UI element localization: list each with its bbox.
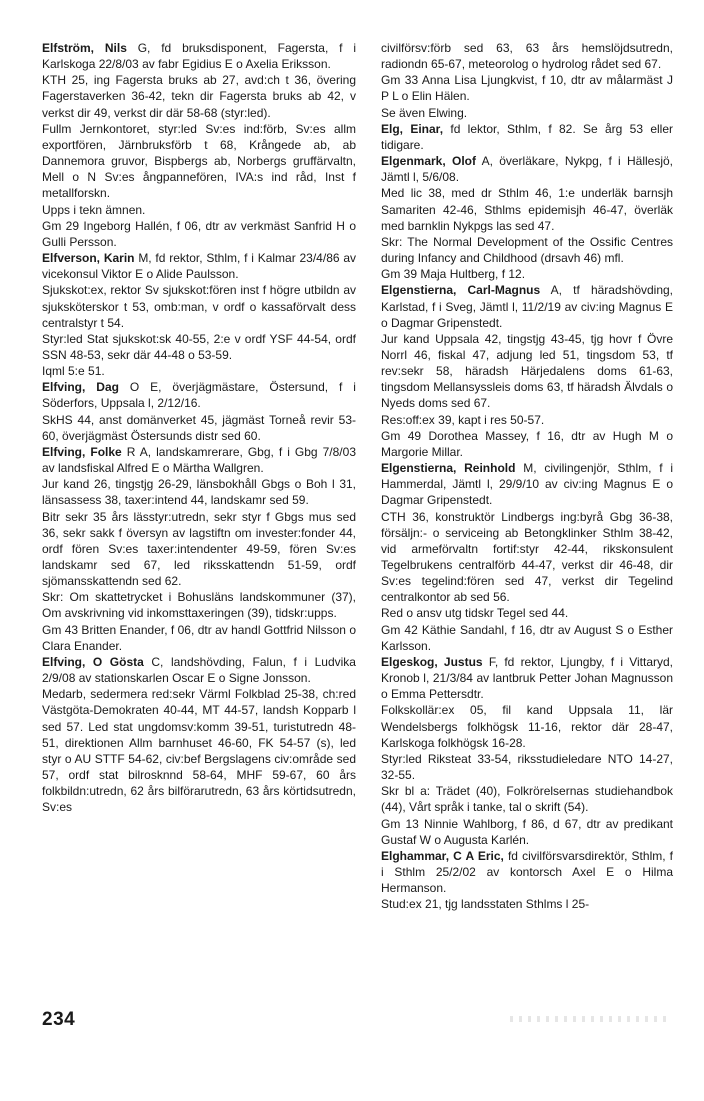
entry-paragraph: Iqml 5:e 51. — [42, 364, 105, 379]
cross-reference-name: Elwing. — [428, 105, 468, 120]
entry-surname: Elg, — [381, 121, 404, 136]
entry-paragraph: Gm 39 Maja Hultberg, f 12. — [381, 267, 526, 282]
entry-elfving-gosta — [42, 654, 356, 686]
entry-text: R A, landskamrerare, Gbg, f i Gbg 7/8/03 av landsfiskal Alfred E o Märtha Wallgren. — [42, 444, 356, 476]
entry-paragraph: SkHS 44, anst domänverket 45, jägmäst Torneå revir 53-60, överjägmäst Östersunds distr sed 60. — [42, 412, 356, 443]
entry-paragraph: Sjukskot:ex, rektor Sv sjukskot:fören inst f högre utbildn av sjuksköterskor t 53, omb:man, v ordf o kassaförvalt dess centralstyr t 54. — [42, 283, 356, 330]
entry-given-name: Nils — [104, 41, 127, 55]
entry-paragraph: Folkskollär:ex 05, fil kand Uppsala 11, lär Wendelsbergs folkhögsk 11-16, rektor där 28-47, Karlskoga folkhögsk 16-28. — [381, 703, 673, 750]
entry-given-name: O Gösta — [92, 654, 144, 669]
left-column — [42, 40, 356, 816]
entry-elfverson-karin — [42, 250, 356, 282]
entry-elg-einar — [381, 121, 673, 153]
entry-given-name: Dag — [96, 380, 119, 395]
entry-elfving-folke — [42, 444, 356, 476]
entry-paragraph: Res:off:ex 39, kapt i res 50-57. — [381, 412, 545, 427]
entry-elfstrom-nils — [42, 40, 356, 72]
entry-given-name: Olof — [451, 154, 476, 169]
entry-paragraph: Skr bl a: Trädet (40), Folkrörelsernas studiehandbok (44), Vårt språk i tanke, tal o skrift (54). — [381, 784, 673, 815]
entry-given-name: Folke — [90, 444, 122, 459]
entry-paragraph: Bitr sekr 35 års lässtyr:utredn, sekr styr f Gbgs mus sed 36, sekr sakk f översyn av lagstiftn om invester:fonder 44, ordf fören Sv:es taxer:intendenter 49-59, fören Sv:es landskamr sed 67, led riksskattendn 51-59, ordf sjömansskattendn sed 62. — [42, 509, 356, 589]
entry-text: O E, överjägmästare, Östersund, f i Söderfors, Uppsala l, 2/12/16. — [42, 380, 356, 411]
entry-paragraph: Jur kand 26, tingstjg 26-29, länsbokhåll Gbgs o Boh l 31, länsassess 38, taxer:intend 44, landskamr sed 59. — [42, 477, 356, 508]
entry-paragraph: Stud:ex 21, tjg landsstaten Sthlms l 25- — [381, 897, 590, 912]
entry-surname: Elfving, — [42, 654, 86, 669]
entry-text: F, fd rektor, Ljungby, f i Vittaryd, Kronob l, 21/3/84 av lantbruk Petter Johan Magnusson o Emma Pettersdtr. — [381, 654, 674, 702]
entry-surname: Elgeskog, — [381, 654, 438, 669]
entry-surname: Elfving, — [42, 380, 86, 395]
entry-paragraph: Gm 42 Käthie Sandahl, f 16, dtr av August S o Esther Karlsson. — [381, 622, 673, 653]
entry-surname: Elgenmark, — [381, 154, 446, 169]
entry-text: fd lektor, Sthlm, f 82. Se årg 53 eller tidigare. — [381, 121, 673, 152]
entry-text: fd civilförsvarsdirektör, Sthlm, f i Sthlm 25/2/02 av kontorsch Axel E o Hilma Hermanson. — [381, 848, 674, 896]
entry-paragraph: Gm 29 Ingeborg Hallén, f 06, dtr av verkmäst Sanfrid H o Gulli Persson. — [42, 218, 356, 249]
entry-paragraph: CTH 36, konstruktör Lindbergs ing:byrå Gbg 36-38, försäljn:- o serviceing ab Betongklinker Sthlm 38-42, vid armeförvaltn fortif:styr 42-44, rikskonsulent Tegelbrukens centralförb 44-47, verkst dir 46-48, dir Sv:es tegelind:fören sed 47, verkst dir Tegelind centralkontor ab sed 56. — [381, 509, 673, 605]
entry-surname: Elfström, — [42, 41, 95, 55]
entry-elgenmark-olof — [381, 153, 673, 185]
entry-paragraph: Styr:led Stat sjukskot:sk 40-55, 2:e v ordf YSF 44-54, ordf SSN 48-53, sekr där 44-48 o 53-59. — [42, 331, 356, 362]
entry-elfving-dag — [42, 379, 356, 411]
cross-reference — [381, 105, 673, 121]
entry-given-name: Justus — [443, 654, 483, 669]
entry-paragraph: Skr: The Normal Development of the Ossific Centres during Infancy and Childhood (drsavh 46) mfl. — [381, 234, 673, 266]
entry-given-name: Karin — [103, 251, 135, 266]
entry-text: C, landshövding, Falun, f i Ludvika 2/9/08 av stationskarlen Oscar E o Signe Jonsson. — [42, 654, 356, 686]
entry-surname: Elfving, — [42, 444, 86, 459]
scan-artifact — [510, 1016, 670, 1022]
entry-text: M, fd rektor, Sthlm, f i Kalmar 23/4/86 av vicekonsul Viktor E o Alide Paulsson. — [42, 251, 356, 282]
entry-given-name: C A Eric, — [453, 848, 504, 863]
entry-elgenstierna-reinhold — [381, 460, 673, 508]
entry-surname: Elfverson, — [42, 251, 101, 266]
entry-paragraph: Gm 43 Britten Enander, f 06, dtr av handl Gottfrid Nilsson o Clara Enander. — [42, 622, 356, 653]
entry-surname: Elgenstierna, — [381, 461, 457, 476]
entry-paragraph: Skr: Om skattetrycket i Bohusläns landskommuner (37), Om avskrivning vid inkomsttaxeringen (39), tidskr:upps. — [42, 590, 356, 621]
page-number: 234 — [42, 1009, 76, 1030]
entry-paragraph: Medarb, sedermera red:sekr Värml Folkblad 25-38, ch:red Västgöta-Demokraten 40-44, MT 44-57, landsh Kopparb l sed 57. Led stat ungdomsv:komm 39-51, turistutredn 48-51, direktionen Allm barnhuset 46-60, FK 54-57 (s), led styr o AU STTF 54-62, civ:bef Bergslagens civ:område sed 57, ordf stat bilrosknnd 58-64, MHF 59-67, 60 års folkbildn:utredn, 62 års bilförarutredn, 63 års körtidsutredn, Sv:es — [42, 687, 356, 815]
entry-text: M, civilingenjör, Sthlm, f i Hammerdal, Jämtl l, 29/9/10 av civ:ing Magnus E o Dagmar Gripenstedt. — [381, 461, 673, 508]
entry-text: A, överläkare, Nykpg, f i Hällesjö, Jämtl l, 5/6/08. — [381, 154, 673, 185]
entry-surname: Elgenstierna, — [381, 283, 457, 298]
entry-paragraph: Med lic 38, med dr Sthlm 46, 1:e underläk barnsjh Samariten 42-46, Sthlms epidemisjh 46-47, överläk med barnklin Nykpgs las sed 47. — [381, 186, 673, 233]
entry-given-name: Reinhold — [464, 461, 516, 476]
entry-paragraph: Gm 13 Ninnie Wahlborg, f 86, d 67, dtr av predikant Gustaf W o Augusta Karlén. — [381, 816, 673, 847]
entry-paragraph: civilförsv:förb sed 63, 63 års hemslöjdsutredn, radiondn 65-67, meteorolog o hydrolog rådet sed 67. — [381, 41, 673, 72]
cross-reference-text: Se även — [381, 105, 426, 120]
entry-paragraph: Red o ansv utg tidskr Tegel sed 44. — [381, 606, 569, 621]
entry-surname: Elghammar, — [381, 848, 450, 863]
entry-given-name: Carl-Magnus — [467, 283, 541, 298]
entry-elgenstierna-carl-magnus — [381, 282, 673, 330]
entry-paragraph: Jur kand Uppsala 42, tingstjg 43-45, tjg hovr f Övre Norrl 46, fiskal 47, adjung led 51, tingsdom 53, tf rev:sekr 58, häradsh Härjedalens doms 61-63, tingsdom Mellansyssleis doms 63, tf häradsh Älvdals o Nyeds doms sed 67. — [381, 331, 673, 411]
right-column — [381, 40, 673, 912]
entry-text: G, fd bruksdisponent, Fagersta, f i Karlskoga 22/8/03 av fabr Egidius E o Axelia Eriksson. — [42, 41, 356, 72]
entry-text: A, tf häradshövding, Karlstad, f i Sveg, Jämtl l, 11/2/19 av civ:ing Magnus E o Dagmar Gripenstedt. — [381, 283, 674, 330]
entry-paragraph: Styr:led Riksteat 33-54, riksstudieledare NTO 14-27, 32-55. — [381, 751, 673, 783]
entry-paragraph: Upps i tekn ämnen. — [42, 202, 146, 217]
entry-paragraph: KTH 25, ing Fagersta bruks ab 27, avd:ch t 36, övering Fagerstaverken 36-42, tekn dir Fagersta bruks ab 42, v verkst dir 49, verkst dir där 58-68 (styr:led). — [42, 73, 356, 120]
entry-paragraph: Gm 33 Anna Lisa Ljungkvist, f 10, dtr av målarmäst J P L o Elin Hälen. — [381, 73, 673, 104]
entry-given-name: Einar, — [410, 121, 444, 136]
entry-elghammar-eric — [381, 848, 673, 896]
entry-paragraph: Fullm Jernkontoret, styr:led Sv:es ind:förb, Sv:es allm exportfören, Järnbruksförb t 68, Krångede ab, ab Dannemora gruvor, Bispbergs ab, Norbergs gruffärvaltn, Mell o N Sv:es ångpannefören, IVA:s ind råd, Inst f metallforskn. — [42, 121, 356, 201]
entry-elgeskog-justus — [381, 654, 673, 702]
entry-paragraph: Gm 49 Dorothea Massey, f 16, dtr av Hugh M o Margorie Millar. — [381, 428, 673, 459]
